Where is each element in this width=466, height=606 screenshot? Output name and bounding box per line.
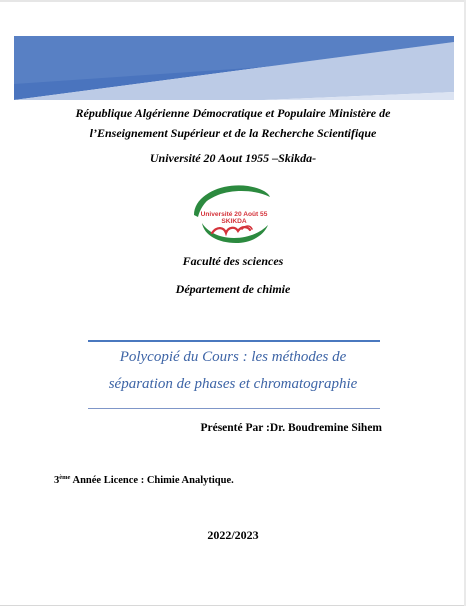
study-level (54, 474, 234, 486)
header-republic-line: République Algérienne Démocratique et Populaire Ministère de (75, 106, 391, 120)
course-title-line1: Polycopié du Cours : les méthodes de (119, 349, 347, 365)
university-logo (190, 181, 274, 245)
course-title-line2: séparation de phases et chromatographie (108, 376, 358, 392)
academic-year: 2022/2023 (207, 528, 259, 542)
logo-skikda-text: SKIKDA (221, 218, 247, 225)
presenter: Présenté Par :Dr. Boudremine Sihem (200, 422, 382, 434)
header-ministry-line: l’Enseignement Supérieur et de la Recherche Scientifique (89, 126, 377, 140)
logo-university-text: Université 20 Août 55 (200, 211, 268, 218)
header-university-line: Université 20 Aout 1955 –Skikda- (149, 151, 317, 165)
header-banner (14, 36, 454, 100)
level-number: 3 (54, 475, 60, 486)
title-top-rule (88, 340, 380, 342)
page-top-edge (0, 0, 466, 2)
level-superscript: ème (59, 474, 71, 481)
department-name: Département de chimie (175, 282, 291, 296)
level-text: Année Licence : Chimie Analytique. (70, 475, 234, 486)
faculty-name: Faculté des sciences (182, 254, 284, 268)
title-bottom-rule (88, 408, 380, 409)
